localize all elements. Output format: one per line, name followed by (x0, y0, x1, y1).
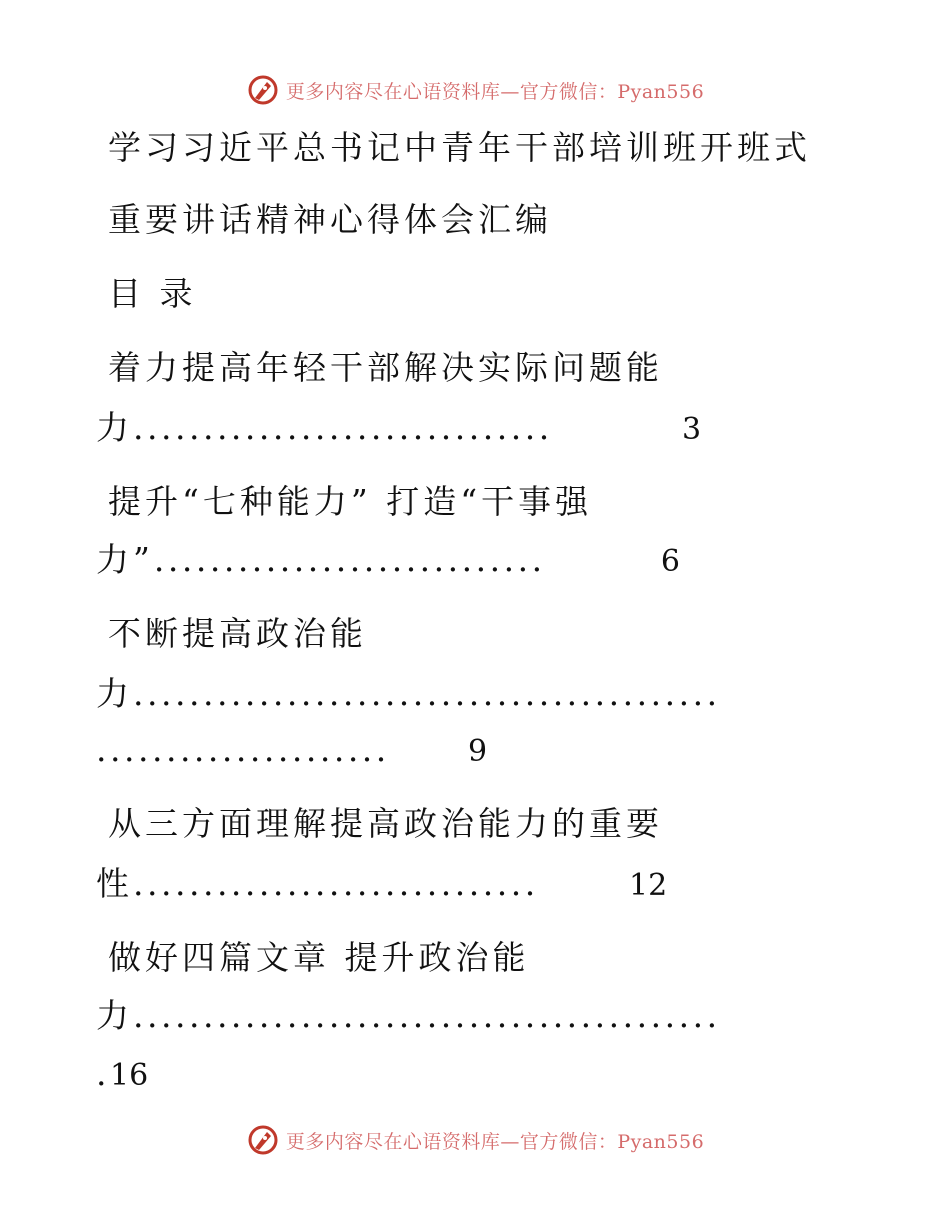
toc-heading: 目 录 (108, 274, 197, 313)
watermark-text: 更多内容尽在心语资料库—官方微信：Pyan556 (285, 1130, 705, 1153)
document-title-line-2: 重要讲话精神心得体会汇编 (108, 200, 552, 239)
watermark-text: 更多内容尽在心语资料库—官方微信：Pyan556 (285, 80, 705, 103)
toc-entry-5-dots-1: .......................................... (133, 996, 721, 1035)
toc-entry-4-dots: ............................. (133, 864, 539, 903)
pen-nib-circle-icon (246, 73, 280, 107)
toc-entry-1-page: 3 (682, 412, 702, 447)
toc-entry-4-tail: 性 (96, 864, 133, 903)
toc-entry-1-tail: 力 (96, 408, 133, 447)
toc-entry-3-leader-row-1 (96, 674, 845, 714)
toc-entry-3-leader-row-2 (96, 730, 487, 772)
toc-entry-5-page: 16 (110, 1058, 149, 1093)
toc-entry-5-leader-row-2 (96, 1054, 148, 1096)
watermark-banner-top (0, 70, 950, 110)
toc-entry-3-dots-1: .......................................... (133, 674, 721, 713)
toc-entry-5-title: 做好四篇文章 提升政治能 (108, 938, 530, 977)
toc-entry-5-dots-2: . (96, 1054, 110, 1093)
watermark-group (246, 73, 704, 107)
document-title-line-1: 学习习近平总书记中青年干部培训班开班式 (108, 128, 811, 167)
toc-entry-2-dots: ............................ (153, 540, 546, 579)
toc-entry-3-dots-2: ..................... (96, 730, 390, 769)
toc-entry-2-tail: 力” (96, 540, 154, 579)
toc-entry-2-leader-row (96, 540, 680, 582)
toc-entry-4-leader-row (96, 864, 667, 906)
toc-entry-3-tail: 力 (96, 674, 133, 713)
pen-nib-circle-icon (246, 1123, 280, 1157)
toc-entry-2-page: 6 (660, 544, 680, 579)
watermark-group (246, 1123, 704, 1157)
toc-entry-5-leader-row-1 (96, 996, 845, 1036)
toc-entry-2-title: 提升“七种能力” 打造“干事强 (108, 482, 593, 521)
toc-entry-1-title: 着力提高年轻干部解决实际问题能 (108, 348, 663, 387)
toc-entry-4-page: 12 (629, 868, 668, 903)
toc-entry-1-dots: .............................. (133, 408, 553, 447)
toc-entry-4-title: 从三方面理解提高政治能力的重要 (108, 804, 663, 843)
toc-entry-1-leader-row (96, 408, 701, 450)
toc-entry-5-tail: 力 (96, 996, 133, 1035)
toc-entry-3-page: 9 (468, 734, 488, 769)
toc-entry-3-title: 不断提高政治能 (108, 614, 367, 653)
watermark-banner-bottom (0, 1120, 950, 1160)
